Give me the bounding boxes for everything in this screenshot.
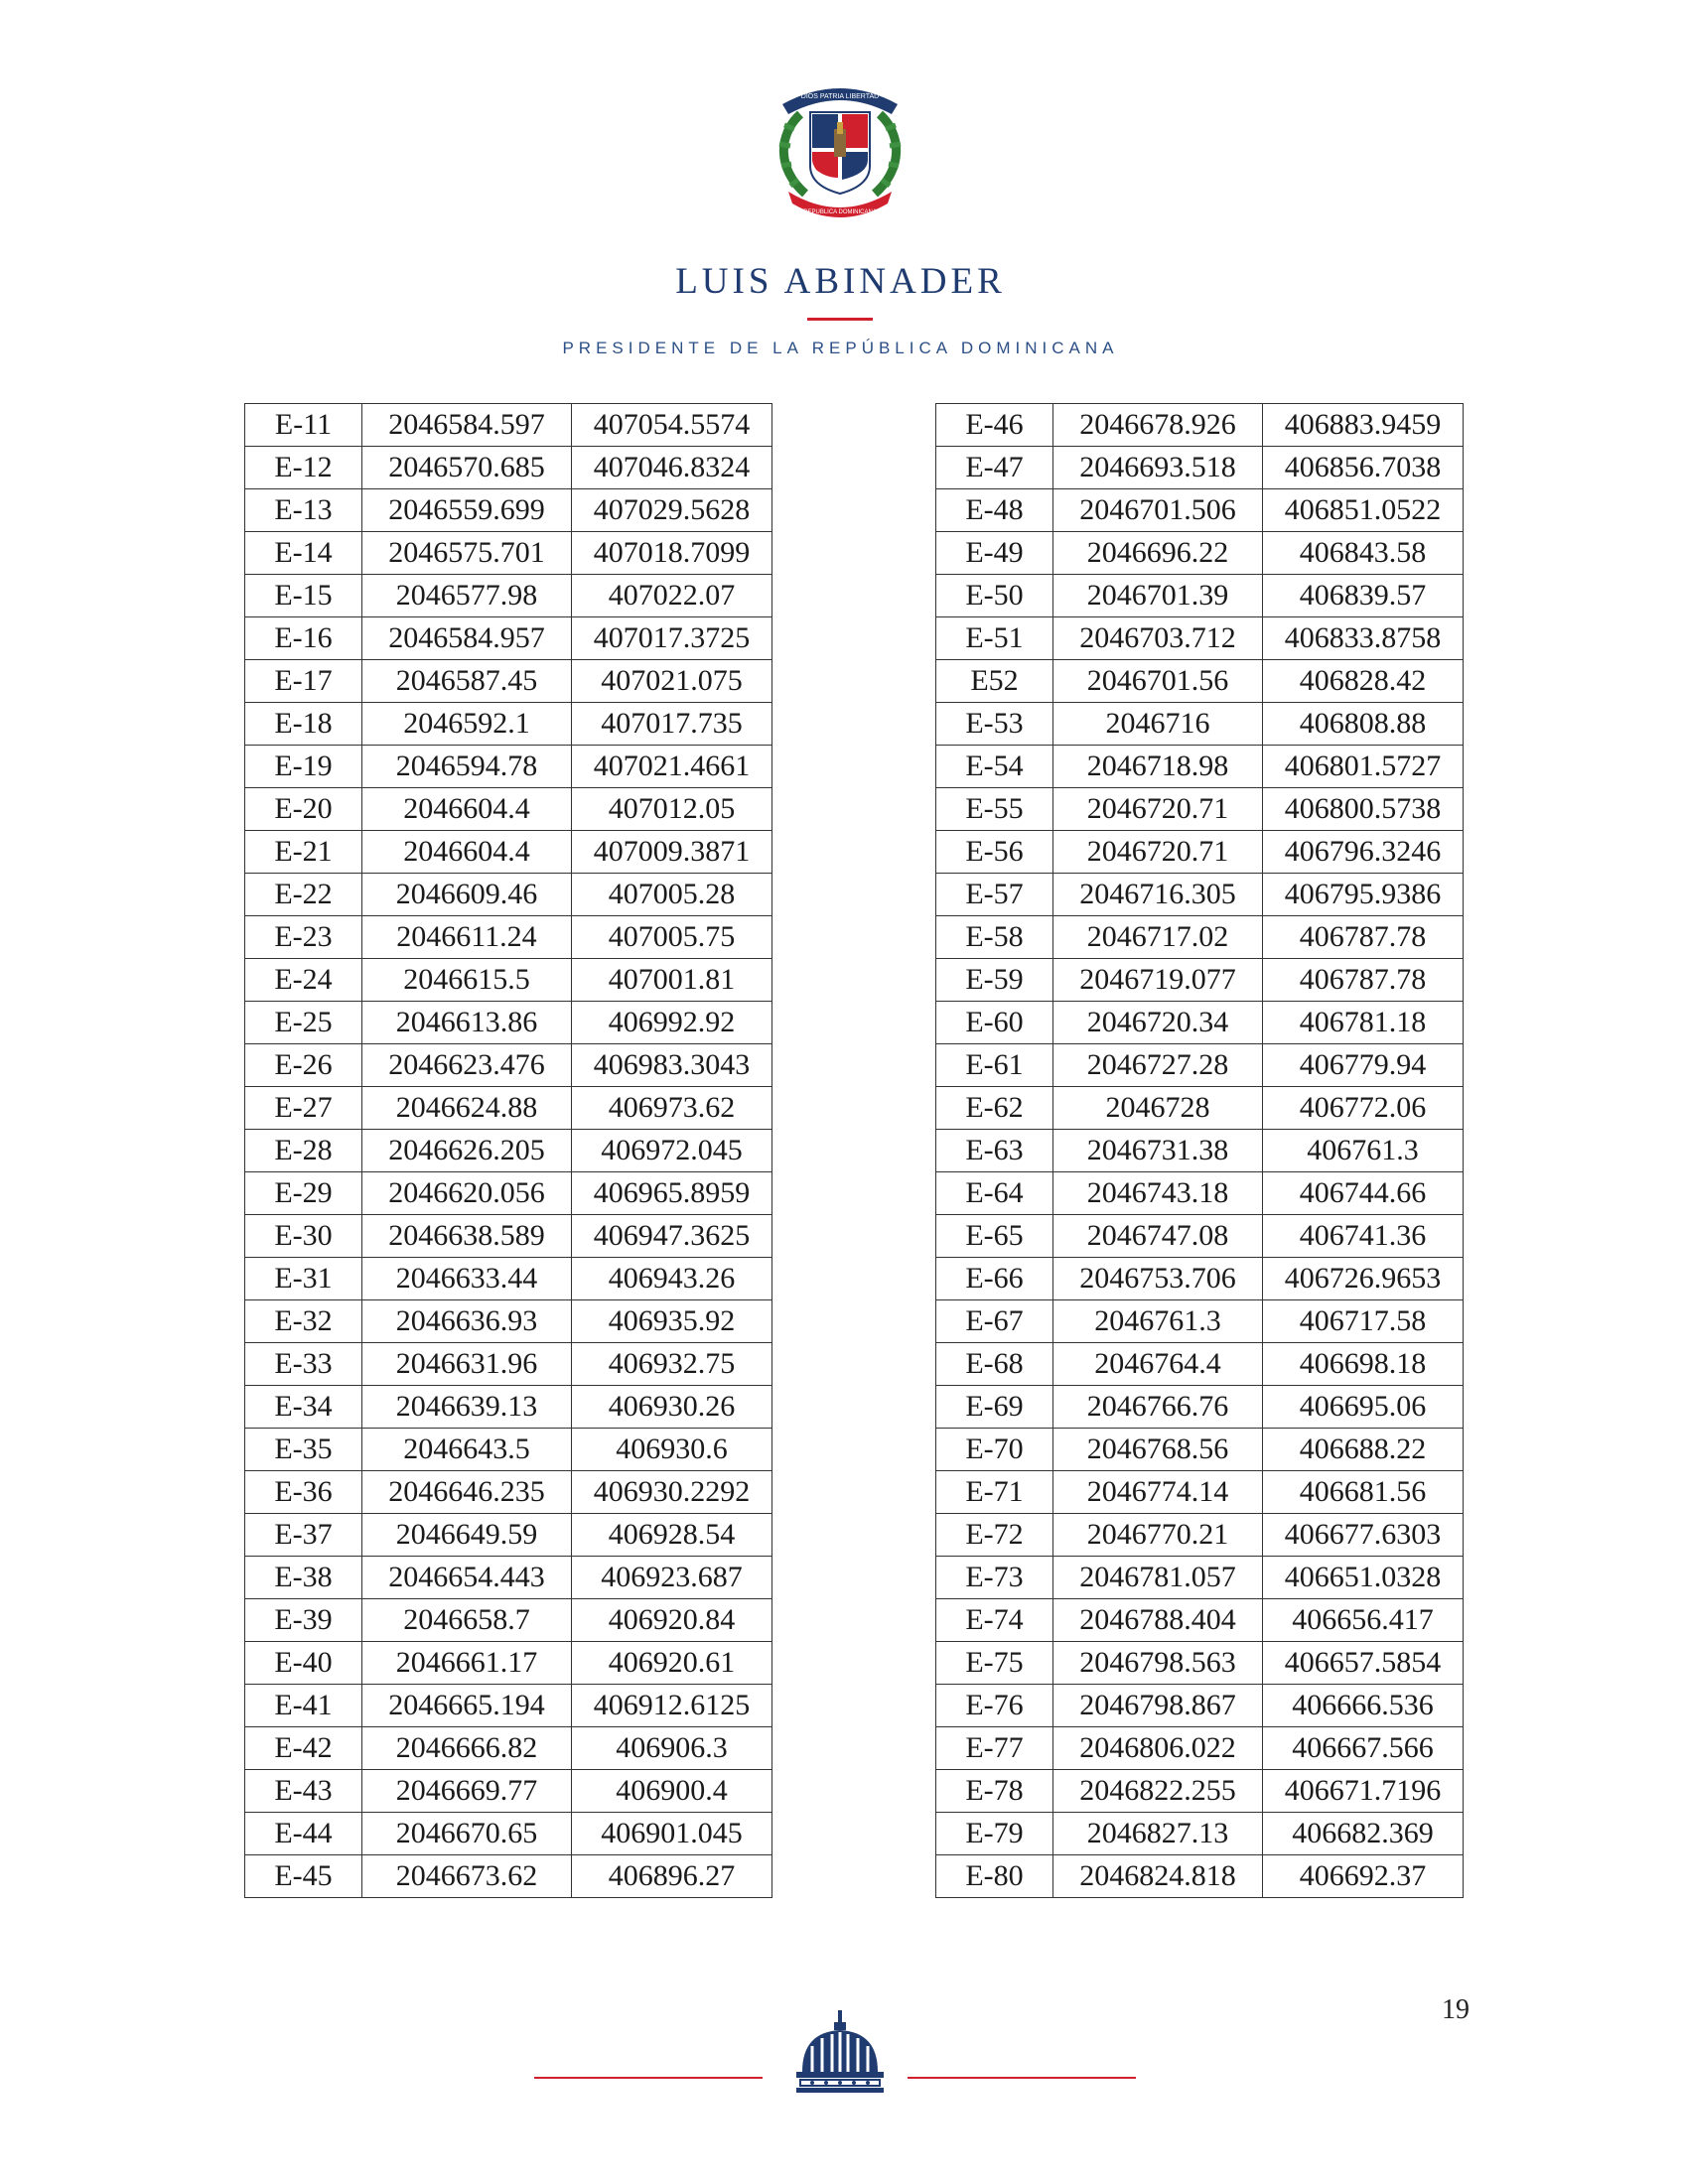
point-id-cell: E-71 <box>936 1471 1053 1514</box>
y-coordinate-cell: 407005.75 <box>572 916 772 959</box>
table-row <box>936 575 1464 617</box>
point-id-cell: E-22 <box>245 874 362 916</box>
x-coordinate-cell: 2046766.76 <box>1053 1386 1263 1429</box>
point-id-cell: E-76 <box>936 1685 1053 1727</box>
y-coordinate-cell: 406698.18 <box>1263 1343 1464 1386</box>
table-row <box>936 1087 1464 1130</box>
footer-rule-left <box>534 2077 763 2079</box>
table-row <box>936 959 1464 1002</box>
y-coordinate-cell: 407001.81 <box>572 959 772 1002</box>
x-coordinate-cell: 2046798.867 <box>1053 1685 1263 1727</box>
table-row <box>245 1343 772 1386</box>
x-coordinate-cell: 2046747.08 <box>1053 1215 1263 1258</box>
x-coordinate-cell: 2046646.235 <box>362 1471 572 1514</box>
point-id-cell: E-12 <box>245 447 362 489</box>
x-coordinate-cell: 2046575.701 <box>362 532 572 575</box>
table-row <box>936 1642 1464 1685</box>
y-coordinate-cell: 406651.0328 <box>1263 1557 1464 1599</box>
y-coordinate-cell: 406930.26 <box>572 1386 772 1429</box>
y-coordinate-cell: 406787.78 <box>1263 959 1464 1002</box>
table-row <box>936 1770 1464 1813</box>
x-coordinate-cell: 2046806.022 <box>1053 1727 1263 1770</box>
point-id-cell: E-73 <box>936 1557 1053 1599</box>
y-coordinate-cell: 406695.06 <box>1263 1386 1464 1429</box>
x-coordinate-cell: 2046696.22 <box>1053 532 1263 575</box>
table-row <box>936 1727 1464 1770</box>
x-coordinate-cell: 2046718.98 <box>1053 746 1263 788</box>
x-coordinate-cell: 2046727.28 <box>1053 1044 1263 1087</box>
x-coordinate-cell: 2046678.926 <box>1053 404 1263 447</box>
y-coordinate-cell: 406972.045 <box>572 1130 772 1172</box>
x-coordinate-cell: 2046665.194 <box>362 1685 572 1727</box>
point-id-cell: E-17 <box>245 660 362 703</box>
point-id-cell: E-61 <box>936 1044 1053 1087</box>
point-id-cell: E-27 <box>245 1087 362 1130</box>
point-id-cell: E-41 <box>245 1685 362 1727</box>
point-id-cell: E-28 <box>245 1130 362 1172</box>
y-coordinate-cell: 406923.687 <box>572 1557 772 1599</box>
table-row <box>245 1087 772 1130</box>
x-coordinate-cell: 2046639.13 <box>362 1386 572 1429</box>
table-row <box>936 874 1464 916</box>
y-coordinate-cell: 406928.54 <box>572 1514 772 1557</box>
point-id-cell: E-42 <box>245 1727 362 1770</box>
y-coordinate-cell: 406906.3 <box>572 1727 772 1770</box>
point-id-cell: E-38 <box>245 1557 362 1599</box>
point-id-cell: E-74 <box>936 1599 1053 1642</box>
table-row <box>936 1002 1464 1044</box>
point-id-cell: E-21 <box>245 831 362 874</box>
x-coordinate-cell: 2046781.057 <box>1053 1557 1263 1599</box>
x-coordinate-cell: 2046649.59 <box>362 1514 572 1557</box>
y-coordinate-cell: 406900.4 <box>572 1770 772 1813</box>
table-row <box>245 1429 772 1471</box>
y-coordinate-cell: 406930.2292 <box>572 1471 772 1514</box>
x-coordinate-cell: 2046731.38 <box>1053 1130 1263 1172</box>
x-coordinate-cell: 2046728 <box>1053 1087 1263 1130</box>
y-coordinate-cell: 406920.61 <box>572 1642 772 1685</box>
table-row <box>245 1770 772 1813</box>
table-row <box>245 1599 772 1642</box>
x-coordinate-cell: 2046615.5 <box>362 959 572 1002</box>
y-coordinate-cell: 406932.75 <box>572 1343 772 1386</box>
y-coordinate-cell: 406896.27 <box>572 1855 772 1898</box>
point-id-cell: E-50 <box>936 575 1053 617</box>
x-coordinate-cell: 2046827.13 <box>1053 1813 1263 1855</box>
x-coordinate-cell: 2046720.71 <box>1053 788 1263 831</box>
point-id-cell: E-32 <box>245 1300 362 1343</box>
y-coordinate-cell: 407022.07 <box>572 575 772 617</box>
table-row <box>245 746 772 788</box>
svg-text:REPUBLICA DOMINICANA: REPUBLICA DOMINICANA <box>803 209 877 215</box>
y-coordinate-cell: 406935.92 <box>572 1300 772 1343</box>
point-id-cell: E-69 <box>936 1386 1053 1429</box>
y-coordinate-cell: 406692.37 <box>1263 1855 1464 1898</box>
x-coordinate-cell: 2046666.82 <box>362 1727 572 1770</box>
table-row <box>245 1044 772 1087</box>
header-name: LUIS ABINADER <box>675 261 1006 302</box>
y-coordinate-cell: 406801.5727 <box>1263 746 1464 788</box>
x-coordinate-cell: 2046716 <box>1053 703 1263 746</box>
table-row <box>936 1258 1464 1300</box>
x-coordinate-cell: 2046670.65 <box>362 1813 572 1855</box>
table-row <box>245 660 772 703</box>
x-coordinate-cell: 2046824.818 <box>1053 1855 1263 1898</box>
point-id-cell: E-43 <box>245 1770 362 1813</box>
table-row <box>936 1215 1464 1258</box>
point-id-cell: E-80 <box>936 1855 1053 1898</box>
header-subtitle: PRESIDENTE DE LA REPÚBLICA DOMINICANA <box>562 339 1119 357</box>
x-coordinate-cell: 2046658.7 <box>362 1599 572 1642</box>
x-coordinate-cell: 2046594.78 <box>362 746 572 788</box>
point-id-cell: E-63 <box>936 1130 1053 1172</box>
x-coordinate-cell: 2046764.4 <box>1053 1343 1263 1386</box>
y-coordinate-cell: 407009.3871 <box>572 831 772 874</box>
point-id-cell: E-49 <box>936 532 1053 575</box>
x-coordinate-cell: 2046626.205 <box>362 1130 572 1172</box>
x-coordinate-cell: 2046643.5 <box>362 1429 572 1471</box>
x-coordinate-cell: 2046798.563 <box>1053 1642 1263 1685</box>
point-id-cell: E-16 <box>245 617 362 660</box>
point-id-cell: E-51 <box>936 617 1053 660</box>
y-coordinate-cell: 407017.735 <box>572 703 772 746</box>
x-coordinate-cell: 2046613.86 <box>362 1002 572 1044</box>
point-id-cell: E-31 <box>245 1258 362 1300</box>
point-id-cell: E-30 <box>245 1215 362 1258</box>
x-coordinate-cell: 2046604.4 <box>362 831 572 874</box>
y-coordinate-cell: 407046.8324 <box>572 447 772 489</box>
table-row <box>245 1002 772 1044</box>
x-coordinate-cell: 2046701.506 <box>1053 489 1263 532</box>
table-row <box>936 1599 1464 1642</box>
y-coordinate-cell: 406920.84 <box>572 1599 772 1642</box>
y-coordinate-cell: 407021.4661 <box>572 746 772 788</box>
y-coordinate-cell: 406930.6 <box>572 1429 772 1471</box>
table-row <box>936 703 1464 746</box>
point-id-cell: E-23 <box>245 916 362 959</box>
y-coordinate-cell: 406973.62 <box>572 1087 772 1130</box>
y-coordinate-cell: 406726.9653 <box>1263 1258 1464 1300</box>
point-id-cell: E-11 <box>245 404 362 447</box>
table-row <box>245 1386 772 1429</box>
y-coordinate-cell: 406796.3246 <box>1263 831 1464 874</box>
y-coordinate-cell: 407054.5574 <box>572 404 772 447</box>
x-coordinate-cell: 2046633.44 <box>362 1258 572 1300</box>
table-row <box>936 831 1464 874</box>
x-coordinate-cell: 2046719.077 <box>1053 959 1263 1002</box>
table-row <box>245 916 772 959</box>
x-coordinate-cell: 2046774.14 <box>1053 1471 1263 1514</box>
point-id-cell: E-57 <box>936 874 1053 916</box>
x-coordinate-cell: 2046638.589 <box>362 1215 572 1258</box>
y-coordinate-cell: 406787.78 <box>1263 916 1464 959</box>
table-row <box>936 1343 1464 1386</box>
y-coordinate-cell: 406983.3043 <box>572 1044 772 1087</box>
point-id-cell: E-64 <box>936 1172 1053 1215</box>
table-row <box>936 1300 1464 1343</box>
table-row <box>245 447 772 489</box>
table-row <box>245 575 772 617</box>
table-row <box>245 404 772 447</box>
table-row <box>245 831 772 874</box>
point-id-cell: E-46 <box>936 404 1053 447</box>
point-id-cell: E-47 <box>936 447 1053 489</box>
table-row <box>245 1685 772 1727</box>
y-coordinate-cell: 406781.18 <box>1263 1002 1464 1044</box>
point-id-cell: E-75 <box>936 1642 1053 1685</box>
point-id-cell: E-67 <box>936 1300 1053 1343</box>
y-coordinate-cell: 406800.5738 <box>1263 788 1464 831</box>
point-id-cell: E-44 <box>245 1813 362 1855</box>
x-coordinate-cell: 2046761.3 <box>1053 1300 1263 1343</box>
table-row <box>245 532 772 575</box>
point-id-cell: E-62 <box>936 1087 1053 1130</box>
point-id-cell: E-56 <box>936 831 1053 874</box>
name-underline <box>807 318 873 321</box>
point-id-cell: E-78 <box>936 1770 1053 1813</box>
table-row <box>936 1130 1464 1172</box>
x-coordinate-cell: 2046701.56 <box>1053 660 1263 703</box>
point-id-cell: E-19 <box>245 746 362 788</box>
point-id-cell: E-26 <box>245 1044 362 1087</box>
table-row <box>936 1429 1464 1471</box>
y-coordinate-cell: 406992.92 <box>572 1002 772 1044</box>
point-id-cell: E-45 <box>245 1855 362 1898</box>
x-coordinate-cell: 2046716.305 <box>1053 874 1263 916</box>
x-coordinate-cell: 2046822.255 <box>1053 1770 1263 1813</box>
point-id-cell: E-34 <box>245 1386 362 1429</box>
point-id-cell: E-66 <box>936 1258 1053 1300</box>
point-id-cell: E-15 <box>245 575 362 617</box>
x-coordinate-cell: 2046717.02 <box>1053 916 1263 959</box>
x-coordinate-cell: 2046609.46 <box>362 874 572 916</box>
table-row <box>936 660 1464 703</box>
x-coordinate-cell: 2046770.21 <box>1053 1514 1263 1557</box>
table-row <box>245 1727 772 1770</box>
point-id-cell: E-68 <box>936 1343 1053 1386</box>
y-coordinate-cell: 406833.8758 <box>1263 617 1464 660</box>
x-coordinate-cell: 2046768.56 <box>1053 1429 1263 1471</box>
table-row <box>936 617 1464 660</box>
x-coordinate-cell: 2046559.699 <box>362 489 572 532</box>
y-coordinate-cell: 406912.6125 <box>572 1685 772 1727</box>
y-coordinate-cell: 406681.56 <box>1263 1471 1464 1514</box>
table-row <box>936 1386 1464 1429</box>
point-id-cell: E-70 <box>936 1429 1053 1471</box>
y-coordinate-cell: 406828.42 <box>1263 660 1464 703</box>
y-coordinate-cell: 406965.8959 <box>572 1172 772 1215</box>
table-row <box>245 788 772 831</box>
y-coordinate-cell: 406667.566 <box>1263 1727 1464 1770</box>
x-coordinate-cell: 2046570.685 <box>362 447 572 489</box>
x-coordinate-cell: 2046624.88 <box>362 1087 572 1130</box>
point-id-cell: E-39 <box>245 1599 362 1642</box>
y-coordinate-cell: 406656.417 <box>1263 1599 1464 1642</box>
table-row <box>245 1300 772 1343</box>
point-id-cell: E-13 <box>245 489 362 532</box>
point-id-cell: E-24 <box>245 959 362 1002</box>
table-row <box>936 532 1464 575</box>
x-coordinate-cell: 2046788.404 <box>1053 1599 1263 1642</box>
table-row <box>936 1855 1464 1898</box>
table-row <box>245 1130 772 1172</box>
table-row <box>936 1813 1464 1855</box>
x-coordinate-cell: 2046693.518 <box>1053 447 1263 489</box>
y-coordinate-cell: 406772.06 <box>1263 1087 1464 1130</box>
x-coordinate-cell: 2046611.24 <box>362 916 572 959</box>
x-coordinate-cell: 2046673.62 <box>362 1855 572 1898</box>
table-row <box>936 1172 1464 1215</box>
y-coordinate-cell: 406744.66 <box>1263 1172 1464 1215</box>
y-coordinate-cell: 406682.369 <box>1263 1813 1464 1855</box>
y-coordinate-cell: 406657.5854 <box>1263 1642 1464 1685</box>
coordinates-table-left <box>244 403 772 1898</box>
footer-rule-right <box>908 2077 1136 2079</box>
x-coordinate-cell: 2046592.1 <box>362 703 572 746</box>
table-row <box>936 1471 1464 1514</box>
point-id-cell: E-35 <box>245 1429 362 1471</box>
coordinates-table-right <box>935 403 1464 1898</box>
y-coordinate-cell: 406688.22 <box>1263 1429 1464 1471</box>
point-id-cell: E-25 <box>245 1002 362 1044</box>
table-row <box>245 1471 772 1514</box>
y-coordinate-cell: 407012.05 <box>572 788 772 831</box>
point-id-cell: E-29 <box>245 1172 362 1215</box>
y-coordinate-cell: 406795.9386 <box>1263 874 1464 916</box>
coat-of-arms-icon <box>761 74 919 223</box>
y-coordinate-cell: 406808.88 <box>1263 703 1464 746</box>
y-coordinate-cell: 406761.3 <box>1263 1130 1464 1172</box>
table-row <box>245 1642 772 1685</box>
table-row <box>245 703 772 746</box>
table-row <box>245 1514 772 1557</box>
point-id-cell: E-79 <box>936 1813 1053 1855</box>
y-coordinate-cell: 406901.045 <box>572 1813 772 1855</box>
table-row <box>245 489 772 532</box>
x-coordinate-cell: 2046577.98 <box>362 575 572 617</box>
x-coordinate-cell: 2046720.34 <box>1053 1002 1263 1044</box>
point-id-cell: E-58 <box>936 916 1053 959</box>
point-id-cell: E52 <box>936 660 1053 703</box>
point-id-cell: E-77 <box>936 1727 1053 1770</box>
x-coordinate-cell: 2046620.056 <box>362 1172 572 1215</box>
point-id-cell: E-36 <box>245 1471 362 1514</box>
point-id-cell: E-14 <box>245 532 362 575</box>
x-coordinate-cell: 2046636.93 <box>362 1300 572 1343</box>
x-coordinate-cell: 2046661.17 <box>362 1642 572 1685</box>
point-id-cell: E-18 <box>245 703 362 746</box>
table-row <box>245 1855 772 1898</box>
point-id-cell: E-54 <box>936 746 1053 788</box>
x-coordinate-cell: 2046604.4 <box>362 788 572 831</box>
x-coordinate-cell: 2046623.476 <box>362 1044 572 1087</box>
y-coordinate-cell: 406947.3625 <box>572 1215 772 1258</box>
table-row <box>245 617 772 660</box>
point-id-cell: E-33 <box>245 1343 362 1386</box>
y-coordinate-cell: 406943.26 <box>572 1258 772 1300</box>
y-coordinate-cell: 406851.0522 <box>1263 489 1464 532</box>
point-id-cell: E-60 <box>936 1002 1053 1044</box>
table-row <box>245 1172 772 1215</box>
table-row <box>245 874 772 916</box>
y-coordinate-cell: 406883.9459 <box>1263 404 1464 447</box>
table-row <box>245 1258 772 1300</box>
table-row <box>245 1813 772 1855</box>
y-coordinate-cell: 407029.5628 <box>572 489 772 532</box>
x-coordinate-cell: 2046720.71 <box>1053 831 1263 874</box>
point-id-cell: E-20 <box>245 788 362 831</box>
x-coordinate-cell: 2046701.39 <box>1053 575 1263 617</box>
x-coordinate-cell: 2046743.18 <box>1053 1172 1263 1215</box>
table-row <box>936 404 1464 447</box>
y-coordinate-cell: 406741.36 <box>1263 1215 1464 1258</box>
x-coordinate-cell: 2046631.96 <box>362 1343 572 1386</box>
y-coordinate-cell: 406779.94 <box>1263 1044 1464 1087</box>
point-id-cell: E-55 <box>936 788 1053 831</box>
y-coordinate-cell: 407017.3725 <box>572 617 772 660</box>
table-row <box>245 1557 772 1599</box>
table-row <box>936 447 1464 489</box>
table-row <box>245 1215 772 1258</box>
y-coordinate-cell: 406843.58 <box>1263 532 1464 575</box>
table-row <box>245 959 772 1002</box>
table-row <box>936 916 1464 959</box>
point-id-cell: E-48 <box>936 489 1053 532</box>
table-row <box>936 1685 1464 1727</box>
point-id-cell: E-59 <box>936 959 1053 1002</box>
x-coordinate-cell: 2046654.443 <box>362 1557 572 1599</box>
y-coordinate-cell: 406856.7038 <box>1263 447 1464 489</box>
point-id-cell: E-37 <box>245 1514 362 1557</box>
table-row <box>936 1044 1464 1087</box>
svg-text:DIOS PATRIA LIBERTAD: DIOS PATRIA LIBERTAD <box>800 93 880 100</box>
x-coordinate-cell: 2046703.712 <box>1053 617 1263 660</box>
x-coordinate-cell: 2046584.597 <box>362 404 572 447</box>
x-coordinate-cell: 2046584.957 <box>362 617 572 660</box>
point-id-cell: E-40 <box>245 1642 362 1685</box>
y-coordinate-cell: 407018.7099 <box>572 532 772 575</box>
y-coordinate-cell: 407005.28 <box>572 874 772 916</box>
table-row <box>936 1557 1464 1599</box>
point-id-cell: E-72 <box>936 1514 1053 1557</box>
palace-dome-icon <box>792 2010 888 2096</box>
y-coordinate-cell: 406717.58 <box>1263 1300 1464 1343</box>
table-row <box>936 1514 1464 1557</box>
y-coordinate-cell: 406839.57 <box>1263 575 1464 617</box>
point-id-cell: E-65 <box>936 1215 1053 1258</box>
table-row <box>936 489 1464 532</box>
y-coordinate-cell: 406677.6303 <box>1263 1514 1464 1557</box>
page-number: 19 <box>1442 1994 1470 2025</box>
y-coordinate-cell: 407021.075 <box>572 660 772 703</box>
table-row <box>936 788 1464 831</box>
point-id-cell: E-53 <box>936 703 1053 746</box>
y-coordinate-cell: 406666.536 <box>1263 1685 1464 1727</box>
x-coordinate-cell: 2046587.45 <box>362 660 572 703</box>
x-coordinate-cell: 2046753.706 <box>1053 1258 1263 1300</box>
table-row <box>936 746 1464 788</box>
y-coordinate-cell: 406671.7196 <box>1263 1770 1464 1813</box>
x-coordinate-cell: 2046669.77 <box>362 1770 572 1813</box>
